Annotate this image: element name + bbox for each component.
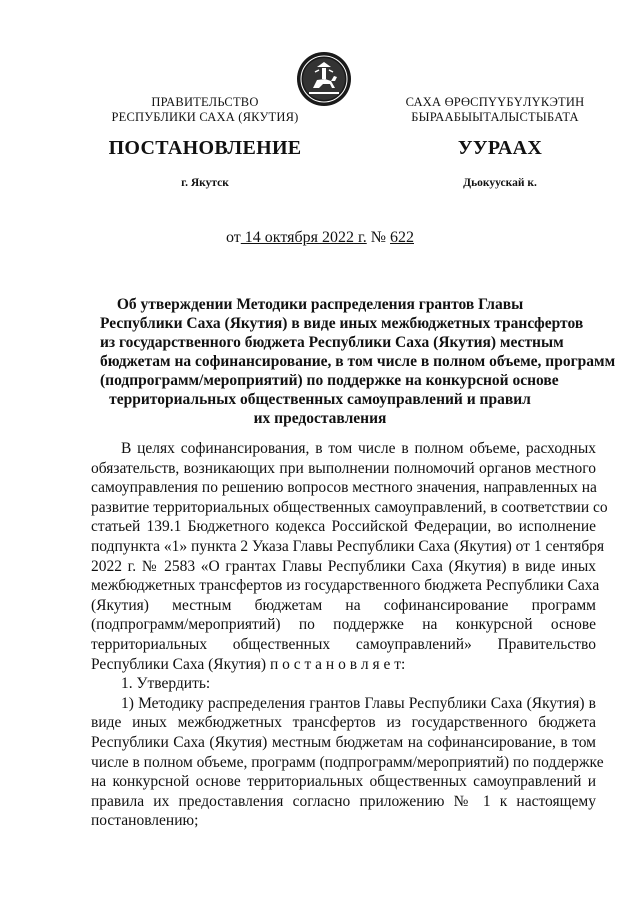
body-line: Республики Саха (Якутия) п о с т а н о в л я е т:	[91, 655, 406, 673]
number-prefix: №	[366, 229, 390, 246]
title-line: (подпрограмм/мероприятий) по поддержке на конкурсной основе	[100, 372, 559, 389]
body-line: подпункта «1» пункта 2 Указа Главы Республики Саха (Якутия) от 1 сентября	[91, 537, 605, 555]
government-name-russian	[90, 95, 320, 125]
title-line: территориальных общественных самоуправлений и правил	[109, 391, 531, 408]
body-line: статьей 139.1 Бюджетного кодекса Российской Федерации, во исполнение	[91, 518, 596, 536]
city-russian: г. Якутск	[181, 177, 229, 189]
body-line: Республики Саха (Якутия) местным бюджетам на софинансирование, в том	[91, 733, 596, 751]
body-line: виде иных межбюджетных трансфертов из государственного бюджета	[91, 714, 596, 732]
document-type-yakut: УУРААХ	[457, 137, 543, 159]
org-line: САХА ӨРӨСПҮҮБҮЛҮКЭТИН	[405, 95, 585, 109]
title-line: бюджетам на софинансирование, в том числе в полном объеме, программ	[100, 353, 616, 370]
body-line: межбюджетных трансфертов из государственного бюджета Республики Саха	[91, 577, 600, 595]
date-prefix: от	[225, 229, 241, 246]
body-line: постановлению;	[91, 812, 199, 830]
org-line: БЫРААБЫЫТАЛЫСТЫБАТА	[411, 110, 579, 124]
document-type-russian: ПОСТАНОВЛЕНИЕ	[108, 137, 302, 159]
body-line: В целях софинансирования, в том числе в полном объеме, расходных	[121, 440, 596, 457]
org-line: ПРАВИТЕЛЬСТВО	[151, 95, 259, 109]
body-line: числе в полном объеме, программ (подпрограмм/мероприятий) по поддержке	[91, 753, 604, 771]
org-line: РЕСПУБЛИКИ САХА (ЯКУТИЯ)	[111, 110, 299, 124]
document-body	[91, 439, 608, 831]
body-line: территориальных общественных самоуправлений» Правительство	[91, 635, 596, 653]
city-yakut: Дьокуускай к.	[463, 177, 537, 189]
body-line: 2022 г. № 2583 «О грантах Главы Республики Саха (Якутия) в виде иных	[91, 557, 596, 575]
clause-heading: 1. Утвердить:	[121, 675, 211, 693]
body-line: правила их предоставления согласно приложению № 1 к настоящему	[91, 792, 596, 810]
title-line: Республики Саха (Якутия) в виде иных межбюджетных трансфертов	[100, 315, 584, 332]
title-line: из государственного бюджета Республики Саха (Якутия) местным	[100, 334, 564, 351]
body-line: (Якутия) местным бюджетам на софинансирование программ	[91, 596, 596, 614]
document-date-number	[0, 229, 640, 247]
government-name-yakut	[380, 95, 610, 125]
body-line: на конкурсной основе территориальных общественных самоуправлений и	[91, 773, 596, 791]
document-date: 14 октября 2022 г.	[240, 229, 367, 246]
title-line: Об утверждении Методики распределения грантов Главы	[116, 296, 524, 313]
title-line: их предоставления	[253, 410, 387, 427]
document-title	[100, 295, 616, 428]
body-line: (подпрограмм/мероприятий) по поддержке на конкурсной основе	[91, 616, 596, 634]
body-line: самоуправления по решению вопросов местного значения, направленных на	[91, 479, 597, 497]
body-line: развитие территориальных общественных самоуправлений, в соответствии со	[91, 498, 608, 516]
body-line: 1) Методику распределения грантов Главы Республики Саха (Якутия) в	[121, 694, 596, 712]
document-number: 622	[390, 229, 414, 246]
body-line: обязательств, возникающих при выполнении полномочий органов местного	[91, 459, 596, 477]
